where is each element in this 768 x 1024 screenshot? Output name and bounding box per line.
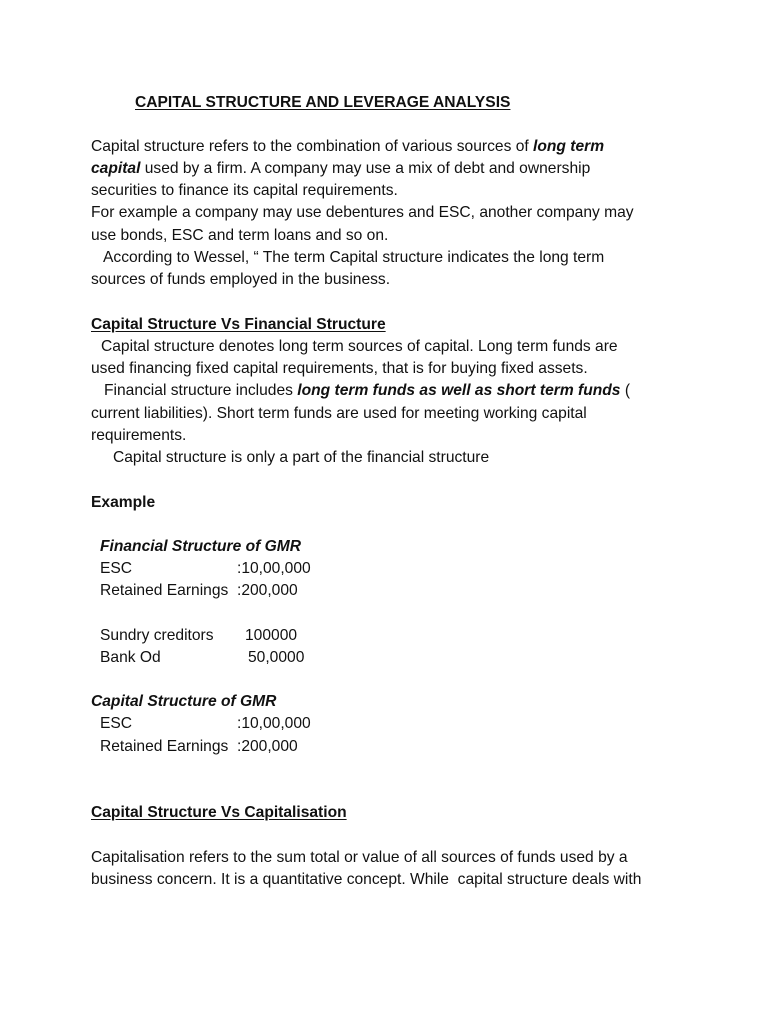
intro-line-5: use bonds, ESC and term loans and so on. (91, 227, 389, 244)
row-label: ESC (100, 560, 133, 577)
intro-line-7: sources of funds employed in the business. (91, 271, 391, 288)
section2-line-1: Capitalisation refers to the sum total or value of all sources of funds used by a (91, 849, 628, 866)
section1-line-3 (104, 380, 630, 402)
row-value: :200,000 (237, 738, 298, 755)
intro-line-3: securities to finance its capital requirements. (91, 182, 398, 199)
row-value: :10,00,000 (237, 715, 311, 732)
financial-structure-heading: Financial Structure of GMR (100, 538, 302, 555)
row-value: :200,000 (237, 582, 298, 599)
emphasis: long term funds as well as short term funds (297, 382, 621, 399)
row-label: Retained Earnings (100, 738, 229, 755)
page-title: CAPITAL STRUCTURE AND LEVERAGE ANALYSIS (135, 94, 511, 111)
text: used by a firm. A company may use a mix of debt and ownership (140, 160, 591, 177)
example-heading: Example (91, 494, 156, 511)
section1-line-5: requirements. (91, 427, 187, 444)
intro-line-6: According to Wessel, “ The term Capital structure indicates the long term (103, 249, 605, 266)
intro-line-4: For example a company may use debentures and ESC, another company may (91, 204, 634, 221)
section1-line-6: Capital structure is only a part of the financial structure (113, 449, 490, 466)
section1-line-1: Capital structure denotes long term sources of capital. Long term funds are (101, 338, 618, 355)
capital-structure-heading: Capital Structure of GMR (91, 693, 277, 710)
section2-line-2: business concern. It is a quantitative concept. While capital structure deals with (91, 871, 642, 888)
row-value: 50,0000 (248, 649, 305, 666)
text: Capital structure refers to the combination of various sources of (91, 138, 534, 155)
section1-line-4: current liabilities). Short term funds are used for meeting working capital (91, 405, 587, 422)
row-value: :10,00,000 (237, 560, 311, 577)
emphasis: capital (91, 160, 141, 177)
section-heading-capitalisation: Capital Structure Vs Capitalisation (91, 804, 347, 821)
section-heading-financial-structure: Capital Structure Vs Financial Structure (91, 316, 386, 333)
intro-line-1 (91, 136, 604, 158)
row-value: 100000 (245, 627, 298, 644)
row-label: Retained Earnings (100, 582, 229, 599)
text: ( (620, 382, 631, 399)
row-label: Sundry creditors (100, 627, 214, 644)
intro-line-2 (91, 158, 590, 180)
row-label: Bank Od (100, 649, 161, 666)
row-label: ESC (100, 715, 133, 732)
section1-line-2: used financing fixed capital requirements, that is for buying fixed assets. (91, 360, 588, 377)
emphasis: long term (533, 138, 605, 155)
text: Financial structure includes (104, 382, 298, 399)
